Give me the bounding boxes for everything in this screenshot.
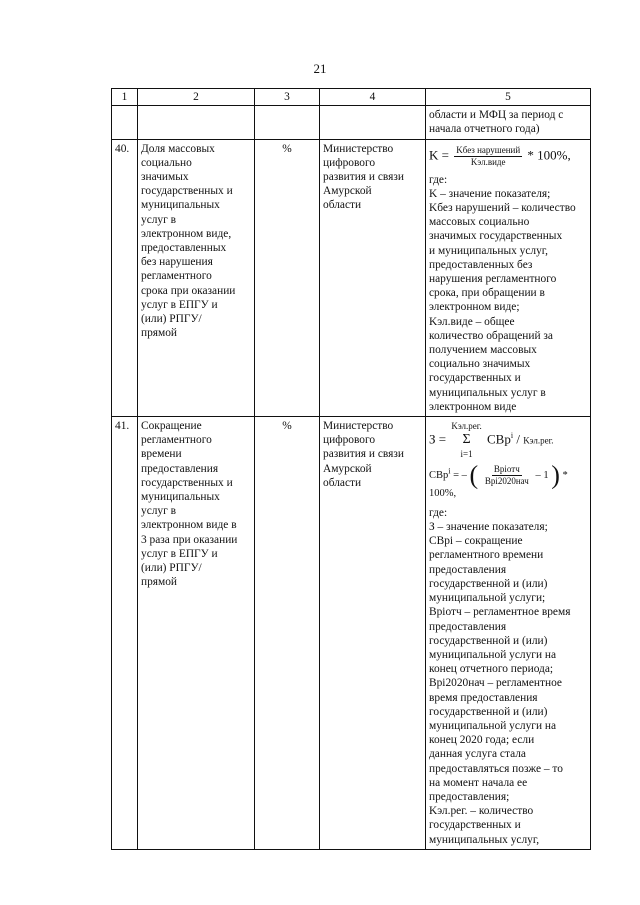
text-line: государственной и (или) (429, 705, 548, 718)
text-line: нарушения регламентного (429, 273, 557, 286)
text-line: области (323, 476, 362, 489)
row41-unit: % (255, 417, 320, 850)
text-line: предоставления; (429, 790, 510, 803)
sum-divisor: Kэл.рег. (523, 435, 554, 446)
text-line: социально (141, 156, 192, 169)
row41-number: 41. (112, 417, 138, 850)
sum-lower-limit: i=1 (460, 449, 473, 460)
formula-lhs: СВр (429, 469, 449, 481)
text-line: области и МФЦ за период с (429, 109, 564, 122)
text-line: срока, при обращении в (429, 287, 545, 300)
row41-formula-sum: З = Kэл.рег. Σ i=1 СВр$^i$ / Kэл.рег. (429, 419, 587, 462)
formula-numerator: Kбез нарушений (456, 144, 521, 155)
text-line: муниципальной услуги; (429, 592, 546, 605)
header-cell: 4 (320, 89, 426, 106)
text-line: Амурской (323, 462, 372, 475)
table-row-continuation (112, 106, 591, 139)
header-cell: 3 (255, 89, 320, 106)
text-line: времени (141, 448, 182, 461)
sum-body-sup: i (510, 431, 514, 441)
text-line: регламентного времени (429, 549, 544, 562)
table-row-40 (112, 139, 591, 416)
text-line: муниципальных услуг в (429, 386, 546, 399)
text-line: где: (429, 173, 448, 186)
text-line: конец отчетного периода; (429, 663, 554, 676)
formula-lhs: K = (429, 147, 449, 163)
table-row-41 (112, 417, 591, 850)
text-line: массовых социально (429, 216, 530, 229)
text-line: государственных и (429, 372, 521, 385)
text-line: области (323, 199, 362, 212)
text-line: (или) РПГУ/ (141, 313, 202, 326)
header-cell: 1 (112, 89, 138, 106)
text-line: государственных и (429, 819, 521, 832)
formula-tail: – 1 (535, 469, 549, 481)
text-line: муниципальной услуги на (429, 719, 557, 732)
row41-indicator-name (138, 417, 255, 850)
text-line: начала отчетного года) (429, 123, 540, 136)
text-line: время предоставления (429, 691, 538, 704)
text-line: и муниципальных услуг, (429, 244, 549, 257)
text-line: электронном виде (429, 400, 517, 413)
row40-description (429, 173, 587, 414)
text-line: (или) РПГУ/ (141, 562, 202, 575)
formula-denominator: Врi2020нач (484, 475, 529, 486)
sum-body: СВр (486, 431, 511, 447)
formula-eq: = – (453, 469, 467, 481)
sum-sign: Σ (462, 432, 471, 448)
text-line: Министерство (323, 420, 394, 433)
text-line: Kбез нарушений – количество (429, 202, 576, 215)
text-line: муниципальных услуг, (429, 833, 540, 846)
text-line: прямой (141, 327, 178, 340)
text-line: Kэл.виде – общее (429, 315, 515, 328)
header-cell: 5 (426, 89, 591, 106)
formula-fraction (483, 464, 531, 487)
sum-upper-limit: Kэл.рег. (451, 421, 482, 432)
row0-col5 (426, 106, 591, 139)
indicator-table (111, 88, 591, 850)
text-line: государственных и (141, 185, 233, 198)
text-line: K – значение показателя; (429, 187, 551, 200)
formula-fraction (454, 145, 522, 168)
text-line: развития и связи (323, 448, 404, 461)
text-line: государственных и (141, 476, 233, 489)
text-line: услуг в (141, 505, 177, 518)
text-line: 3 раза при оказании (141, 533, 238, 546)
text-line: услуг в (141, 213, 177, 226)
text-line: цифрового (323, 434, 376, 447)
text-line: цифрового (323, 156, 376, 169)
formula-lhs-sup: i (448, 466, 451, 476)
text-line: государственной и (или) (429, 634, 548, 647)
text-line: без нарушения (141, 256, 213, 269)
row41-formula-ratio: СВр$^i$ = – ( $\frac{\text{Врiотч}}{\text{Врi2020нач}}$ – 1 ) * 100%, (429, 460, 568, 499)
formula-rhs: * 100%, (527, 147, 571, 163)
text-line: предоставленных (141, 242, 227, 255)
text-line: предоставления (429, 563, 507, 576)
text-line: развития и связи (323, 171, 404, 184)
row40-unit: % (255, 139, 320, 416)
text-line: предоставления (429, 620, 507, 633)
text-line: услуг в ЕПГУ и (141, 547, 218, 560)
formula-lhs: З = (429, 431, 447, 447)
text-line: электронном виде; (429, 301, 520, 314)
text-line: муниципальных (141, 199, 220, 212)
header-cell: 2 (138, 89, 255, 106)
row40-indicator-name (138, 139, 255, 416)
text-line: регламентного (141, 270, 212, 283)
text-line: Врiотч – регламентное время (429, 606, 571, 619)
page-number: 21 (313, 61, 327, 76)
text-line: электронном виде, (141, 227, 232, 240)
text-line: услуг в ЕПГУ и (141, 298, 218, 311)
row40-number: 40. (112, 139, 138, 416)
row40-method (426, 139, 591, 416)
text-line: Врi2020нач – регламентное (429, 677, 562, 690)
text-line: государственной и (или) (429, 577, 548, 590)
text-line: где: (429, 506, 448, 519)
text-line: значимых государственных (429, 230, 563, 243)
text-line: данная услуга стала (429, 748, 526, 761)
formula-numerator: Врiотч (493, 463, 520, 474)
formula-denominator: Kэл.виде (470, 156, 506, 167)
text-line: предоставленных без (429, 258, 533, 271)
text-line: прямой (141, 576, 178, 589)
text-line: Доля массовых (141, 142, 215, 155)
text-line: Министерство (323, 142, 394, 155)
text-line: Kэл.рег. – количество (429, 805, 534, 818)
text-line: на момент начала ее (429, 776, 528, 789)
row41-description (429, 506, 587, 847)
text-line: предоставления (141, 462, 219, 475)
text-line: получением массовых (429, 344, 537, 357)
text-line: регламентного (141, 434, 212, 447)
text-line: электронном виде в (141, 519, 237, 532)
text-line: социально значимых (429, 358, 531, 371)
row41-method (426, 417, 591, 850)
text-line: муниципальных (141, 491, 220, 504)
formula-rhs: * 100%, (429, 469, 568, 499)
text-line: СВрi – сокращение (429, 535, 523, 548)
sum-limits (451, 419, 481, 462)
text-line: муниципальной услуги на (429, 648, 557, 661)
row40-formula (429, 145, 587, 168)
row40-ministry (320, 139, 426, 416)
text-line: конец 2020 года; если (429, 734, 535, 747)
text-line: предоставляться позже – то (429, 762, 563, 775)
text-line: З – значение показателя; (429, 521, 548, 534)
row41-ministry (320, 417, 426, 850)
text-line: Амурской (323, 185, 372, 198)
table-header-row (112, 89, 591, 106)
text-line: значимых (141, 171, 189, 184)
text-line: Сокращение (141, 420, 202, 433)
text-line: количество обращений за (429, 329, 553, 342)
text-line: срока при оказании (141, 284, 236, 297)
